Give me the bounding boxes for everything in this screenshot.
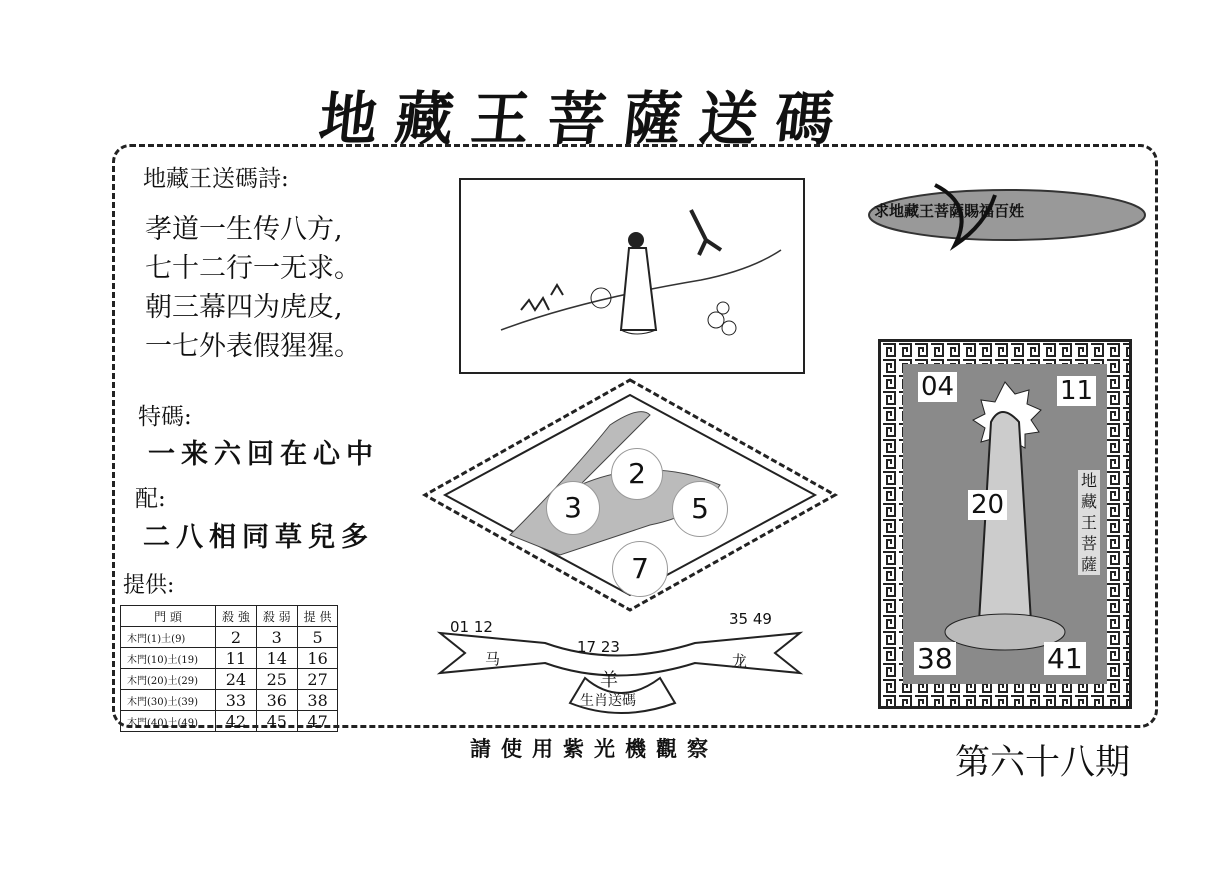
lady-illustration: [459, 178, 805, 374]
table-row: [121, 690, 338, 711]
table-cell: 16: [297, 648, 338, 669]
pair-label: 配:: [135, 486, 166, 512]
zodiac-number: 5: [672, 481, 728, 537]
ribbon-left-numbers: 01 12: [450, 618, 493, 636]
blessing-text: 求地藏王菩薩賜福百姓: [874, 202, 1025, 220]
table-row: [121, 648, 338, 669]
special-text: 一来六回在心中: [148, 439, 379, 470]
zodiac-number: 7: [612, 541, 668, 597]
table-cell: 木門(20)土(29): [121, 669, 216, 690]
table-header: 門 頭: [121, 606, 216, 627]
table-cell: 24: [216, 669, 257, 690]
table-row: [121, 711, 338, 732]
issue-number: 第六十八期: [955, 743, 1131, 783]
table-cell: 木門(30)土(39): [121, 690, 216, 711]
special-label: 特碼:: [138, 404, 192, 430]
jizo-number: 38: [914, 642, 956, 675]
poem-line: 孝道一生传八方,: [145, 214, 343, 245]
provided-label: 提供:: [123, 573, 175, 598]
ribbon-right-numbers: 35 49: [729, 610, 772, 628]
jizo-number: 04: [918, 372, 957, 402]
poem-line: 七十二行一无求。: [145, 253, 361, 284]
poem-heading: 地藏王送碼詩:: [143, 166, 289, 192]
table-cell: 27: [297, 669, 338, 690]
ribbon-caption: 生肖送碼: [580, 693, 636, 709]
table-header-row: [121, 606, 338, 627]
table-cell: 47: [297, 711, 338, 732]
table-row: [121, 627, 338, 648]
table-cell: 45: [256, 711, 297, 732]
table-cell: 11: [216, 648, 257, 669]
number-table: [120, 605, 338, 732]
table-cell: 33: [216, 690, 257, 711]
poem-line: 一七外表假猩猩。: [145, 331, 361, 362]
table-cell: 42: [216, 711, 257, 732]
jizo-number: 41: [1044, 642, 1086, 675]
table-header: 提 供: [297, 606, 338, 627]
table-header: 殺 強: [216, 606, 257, 627]
table-cell: 25: [256, 669, 297, 690]
poem-line: 朝三幕四为虎皮,: [145, 292, 343, 323]
table-cell: 木門(1)土(9): [121, 627, 216, 648]
page-title: 地藏王菩薩送碼: [315, 85, 856, 153]
lady-drawing: [461, 180, 803, 372]
table-cell: 14: [256, 648, 297, 669]
table-header: 殺 弱: [256, 606, 297, 627]
jizo-side-text: 地藏王菩薩: [1078, 470, 1100, 575]
zodiac-number: 3: [546, 481, 600, 535]
ribbon-center-char: 羊: [600, 670, 618, 691]
ribbon-right-char: 龙: [732, 652, 748, 670]
table-row: [121, 669, 338, 690]
table-cell: 38: [297, 690, 338, 711]
ribbon-left-char: 马: [485, 650, 501, 668]
table-cell: 3: [256, 627, 297, 648]
pair-text: 二八相同草兒多: [143, 522, 374, 553]
table-cell: 2: [216, 627, 257, 648]
poem: [145, 210, 361, 366]
table-cell: 木門(10)土(19): [121, 648, 216, 669]
ribbon-mid-numbers: 17 23: [577, 638, 620, 656]
table-cell: 5: [297, 627, 338, 648]
table-cell: 36: [256, 690, 297, 711]
jizo-number: 11: [1057, 376, 1096, 406]
footer-text: 請使用紫光機觀察: [470, 736, 718, 761]
zodiac-number: 2: [611, 448, 663, 500]
table-cell: 木門(40)土(49): [121, 711, 216, 732]
jizo-number: 20: [968, 490, 1007, 520]
